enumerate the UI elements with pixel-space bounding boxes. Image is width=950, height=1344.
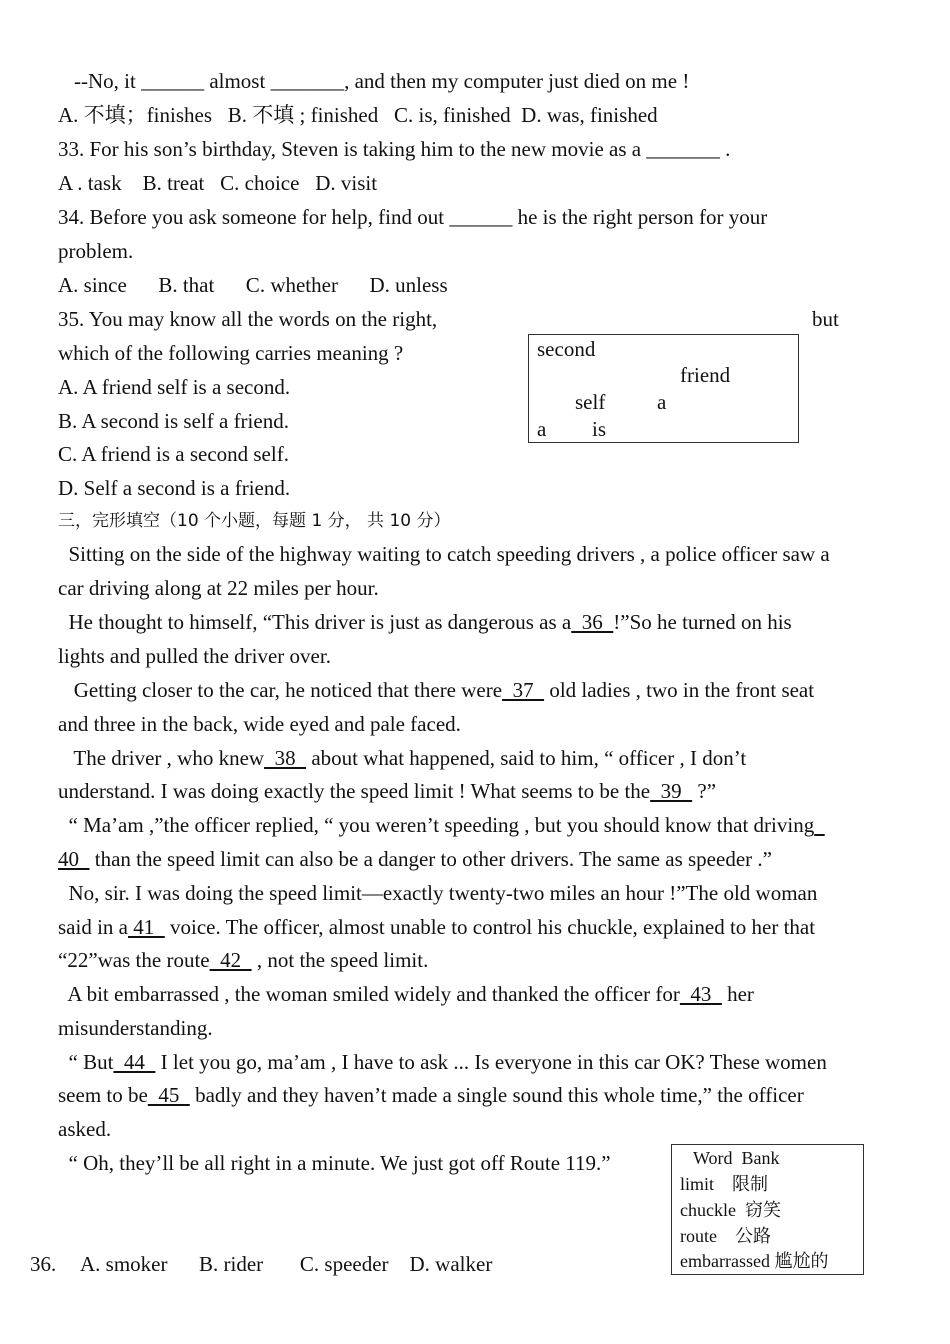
q35-stem: 35. You may know all the words on the right, <box>58 307 438 331</box>
passage-line: He thought to himself, “This driver is just as dangerous as a 36 !”So he turned on his <box>58 610 792 634</box>
passage-line: lights and pulled the driver over. <box>58 644 331 668</box>
word-bank-entry: limit 限制 <box>680 1174 769 1194</box>
blank-40-start <box>814 813 825 837</box>
word-bank-entry: embarrassed 尴尬的 <box>680 1251 829 1271</box>
word-bank-entry: route 公路 <box>680 1226 771 1246</box>
blank-42: 42 <box>209 948 252 972</box>
q34-options: A. since B. that C. whether D. unless <box>58 273 448 297</box>
q35-option-c: C. A friend is a second self. <box>58 442 289 466</box>
word-bank-title: Word Bank <box>693 1148 780 1168</box>
passage-line: seem to be 45 badly and they haven’t made a single sound this whole time,” the officer <box>58 1083 804 1107</box>
blank-41: 41 <box>127 915 165 939</box>
passage-line: The driver , who knew 38 about what happened, said to him, “ officer , I don’t <box>58 746 747 770</box>
q35-option-d: D. Self a second is a friend. <box>58 476 291 500</box>
word-a: a <box>537 417 547 441</box>
blank-45: 45 <box>147 1083 190 1107</box>
passage-line: 40 than the speed limit can also be a danger to other drivers. The same as speeder .” <box>58 847 772 871</box>
q36-options: A. smoker B. rider C. speeder D. walker <box>80 1252 493 1276</box>
blank-37: 37 <box>502 678 545 702</box>
word-scramble-box <box>528 334 799 443</box>
word-second: second <box>537 337 596 361</box>
q32-line: --No, it ______ almost _______, and then my computer just died on me ! <box>74 69 690 93</box>
word-a: a <box>657 390 667 414</box>
passage-line: and three in the back, wide eyed and pale faced. <box>58 712 461 736</box>
q35-stem-end: but <box>812 307 839 331</box>
passage-line: asked. <box>58 1117 112 1141</box>
word-self: self <box>575 390 606 414</box>
word-bank-box <box>671 1144 864 1275</box>
q35-option-b: B. A second is self a friend. <box>58 409 289 433</box>
q35-stem-cont: which of the following carries meaning ? <box>58 341 404 365</box>
q34-stem: 34. Before you ask someone for help, find out ______ he is the right person for your <box>58 205 768 229</box>
passage-line: “ Oh, they’ll be all right in a minute. We just got off Route 119.” <box>58 1151 611 1175</box>
q33-stem: 33. For his son’s birthday, Steven is taking him to the new movie as a _______ . <box>58 137 731 161</box>
section-heading: 三，完形填空（10 个小题，每题 1 分， 共 10 分） <box>58 511 451 531</box>
q32-options: A. 不填；finishes B. 不填 ; finished C. is, finished D. was, finished <box>58 103 658 127</box>
blank-44: 44 <box>113 1050 156 1074</box>
q34-stem-cont: problem. <box>58 239 134 263</box>
passage-line: “22”was the route 42 , not the speed limit. <box>58 948 429 972</box>
passage-line: Sitting on the side of the highway waiting to catch speeding drivers , a police officer saw a <box>58 542 830 566</box>
passage-line: Getting closer to the car, he noticed that there were 37 old ladies , two in the front seat <box>58 678 815 702</box>
passage-line: No, sir. I was doing the speed limit—exactly twenty-two miles an hour !”The old woman <box>58 881 818 905</box>
q36-number: 36. <box>30 1252 57 1276</box>
passage-line: said in a 41 voice. The officer, almost unable to control his chuckle, explained to her that <box>58 915 816 939</box>
blank-43: 43 <box>679 982 722 1006</box>
passage-line: A bit embarrassed , the woman smiled widely and thanked the officer for 43 her <box>58 982 754 1006</box>
q35-option-a: A. A friend self is a second. <box>58 375 291 399</box>
word-friend: friend <box>680 363 731 387</box>
word-is: is <box>592 417 607 441</box>
blank-38: 38 <box>264 746 307 770</box>
q33-options: A . task B. treat C. choice D. visit <box>58 171 378 195</box>
blank-36: 36 <box>571 610 614 634</box>
passage-line: “ But 44 I let you go, ma’am , I have to ask ... Is everyone in this car OK? These women <box>58 1050 827 1074</box>
word-bank-entry: chuckle 窃笑 <box>680 1200 781 1220</box>
passage-line: “ Ma’am ,”the officer replied, “ you weren’t speeding , but you should know that driving <box>58 812 825 838</box>
blank-39: 39 <box>650 779 693 803</box>
passage-line: car driving along at 22 miles per hour. <box>58 576 379 600</box>
passage-line: misunderstanding. <box>58 1016 213 1040</box>
blank-40: 40 <box>58 847 90 871</box>
passage-line: understand. I was doing exactly the speed limit ! What seems to be the 39 ?” <box>58 779 717 803</box>
